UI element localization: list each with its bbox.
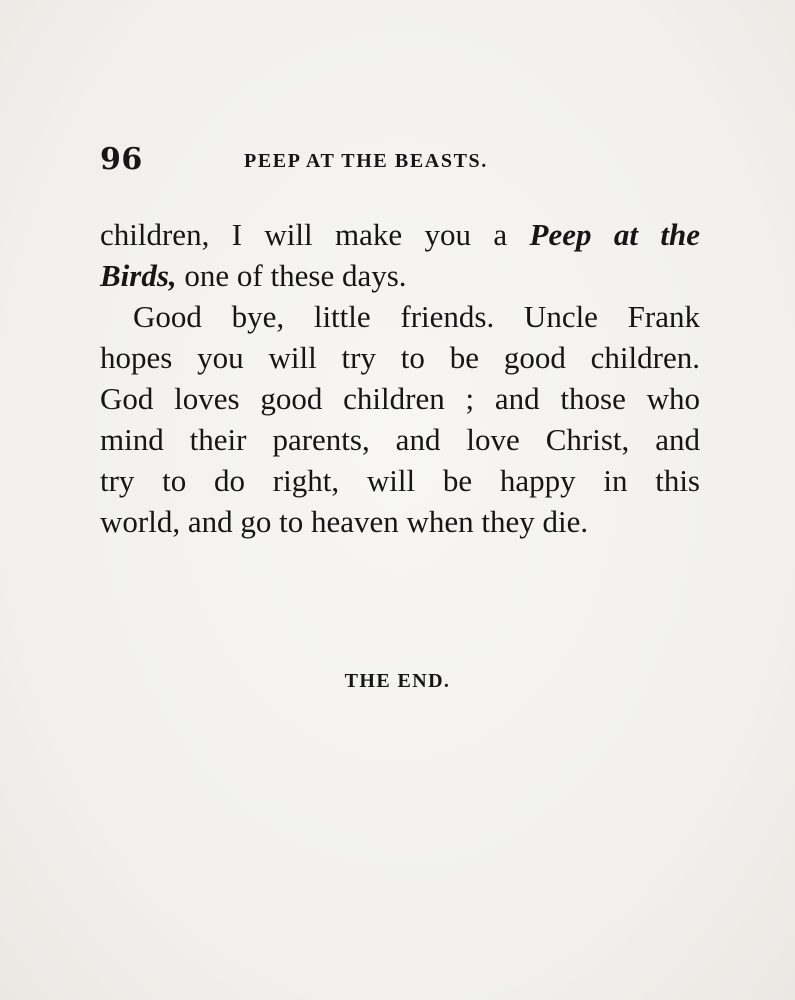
text-line-2-plain: one of these days.: [176, 258, 407, 293]
page-header: [100, 142, 700, 182]
text-line-6: mind their parents, and love Christ, and: [100, 422, 700, 457]
text-line-4: hopes you will try to be good children.: [100, 340, 700, 375]
text-line-8: world, and go to heaven when they die.: [100, 504, 589, 539]
text-line-1: [100, 214, 700, 255]
text-line-1-plain: children, I will make you a: [100, 217, 530, 252]
text-line-7: try to do right, will be happy in this: [100, 463, 700, 498]
text-line-5: God loves good children ; and those who: [100, 381, 700, 416]
text-line-2: [100, 255, 700, 296]
text-line-3: Good bye, little friends. Uncle Frank: [133, 299, 700, 334]
text-line-2-emphasis: Birds,: [100, 258, 177, 293]
page-number: 96: [100, 142, 143, 177]
text-line-1-emphasis: Peep at the: [529, 217, 700, 252]
running-head: PEEP AT THE BEASTS.: [244, 150, 488, 172]
body-text: [100, 214, 700, 542]
the-end-label: THE END.: [344, 670, 451, 692]
